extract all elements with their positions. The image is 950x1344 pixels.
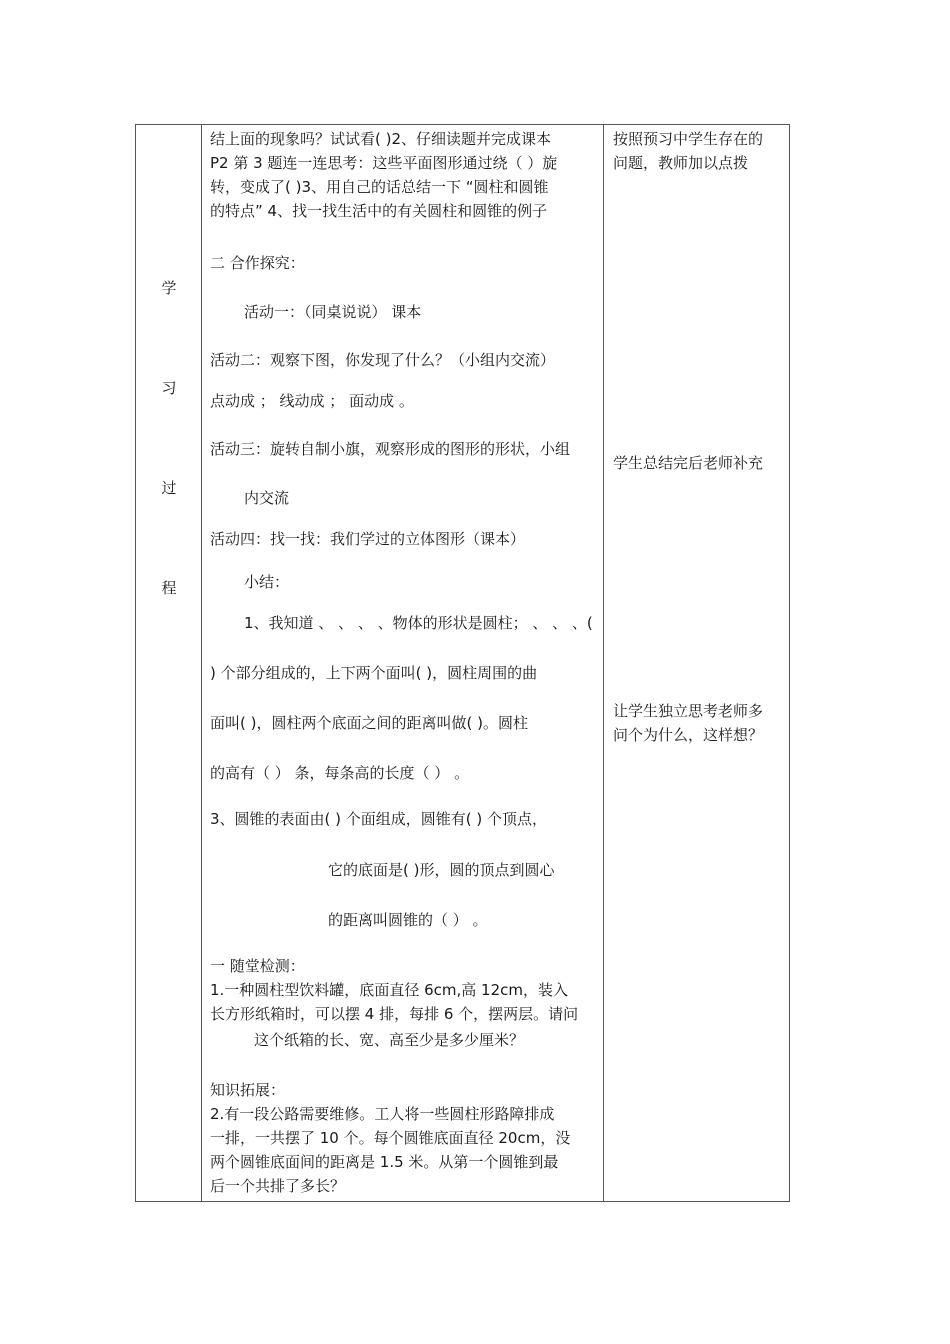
extension-line-4: 后一个共排了多长？ [210,1177,346,1195]
intro-line-2: P2 第 3 题连一连思考：这些平面图形通过绕（ ）旋 [210,154,558,172]
activity-1: 活动一：（同桌说说） 课本 [244,303,422,321]
check-title: 一 随堂检测： [210,957,305,975]
teacher-note-3-line-1: 让学生独立思考老师多 [613,702,764,720]
activity-2: 活动二：观察下图，你发现了什么？（小组内交流） [210,351,556,369]
activity-2-fill: 点动成 ； 线动成 ； 面动成 。 [210,392,414,410]
summary-line-6: 它的底面是( )形，圆的顶点到圆心 [328,861,555,879]
activity-3-line-1: 活动三：旋转自制小旗，观察形成的图形的形状，小组 [210,440,571,458]
lesson-table [135,124,790,1202]
extension-line-2: 一排，一共摆了 10 个。每个圆锥底面直径 20cm，没 [210,1129,571,1147]
summary-line-2: ) 个部分组成的，上下两个面叫( )，圆柱周围的曲 [210,664,538,682]
summary-line-5: 3、圆锥的表面由( ) 个面组成，圆锥有( ) 个顶点， [210,810,548,828]
side-char-1: 学 [161,279,177,297]
extension-line-3: 两个圆锥底面间的距离是 1.5 米。从第一个圆锥到最 [210,1153,559,1171]
summary-line-7: 的距离叫圆锥的（ ） 。 [328,911,488,929]
summary-title: 小结： [244,573,290,591]
side-char-2: 习 [161,379,177,397]
teacher-note-3-line-2: 问个为什么，这样想？ [613,726,764,744]
check-line-1: 1.一种圆柱型饮料罐，底面直径 6cm,高 12cm，装入 [210,981,568,999]
teacher-note-2: 学生总结完后老师补充 [613,454,764,472]
activity-4: 活动四：找一找：我们学过的立体图形（课本） [210,530,526,548]
column-divider-2 [603,125,604,1201]
side-char-4: 程 [161,579,177,597]
intro-line-1: 结上面的现象吗？试试看( )2、仔细读题并完成课本 [210,130,552,148]
check-line-3: 这个纸箱的长、宽、高至少是多少厘米？ [254,1031,525,1049]
extension-title: 知识拓展： [210,1081,286,1099]
intro-line-3: 转，变成了( )3、用自己的话总结一下 “圆柱和圆锥 [210,178,549,196]
teacher-note-1-line-1: 按照预习中学生存在的 [613,130,764,148]
summary-line-4: 的高有（ ） 条，每条高的长度（ ） 。 [210,764,470,782]
summary-line-3: 面叫( )，圆柱两个底面之间的距离叫做( )。圆柱 [210,714,528,732]
summary-line-1: 1、我知道 、 、 、 、物体的形状是圆柱； 、 、 、( [244,614,593,632]
section2-title: 二 合作探究： [210,254,305,272]
intro-line-4: 的特点” 4、找一找生活中的有关圆柱和圆锥的例子 [210,202,548,220]
side-char-3: 过 [161,479,177,497]
teacher-note-1-line-2: 问题，教师加以点拨 [613,154,749,172]
activity-3-line-2: 内交流 [244,489,290,507]
extension-line-1: 2.有一段公路需要维修。工人将一些圆柱形路障排成 [210,1105,555,1123]
check-line-2: 长方形纸箱时，可以摆 4 排，每排 6 个，摆两层。请问 [210,1005,579,1023]
